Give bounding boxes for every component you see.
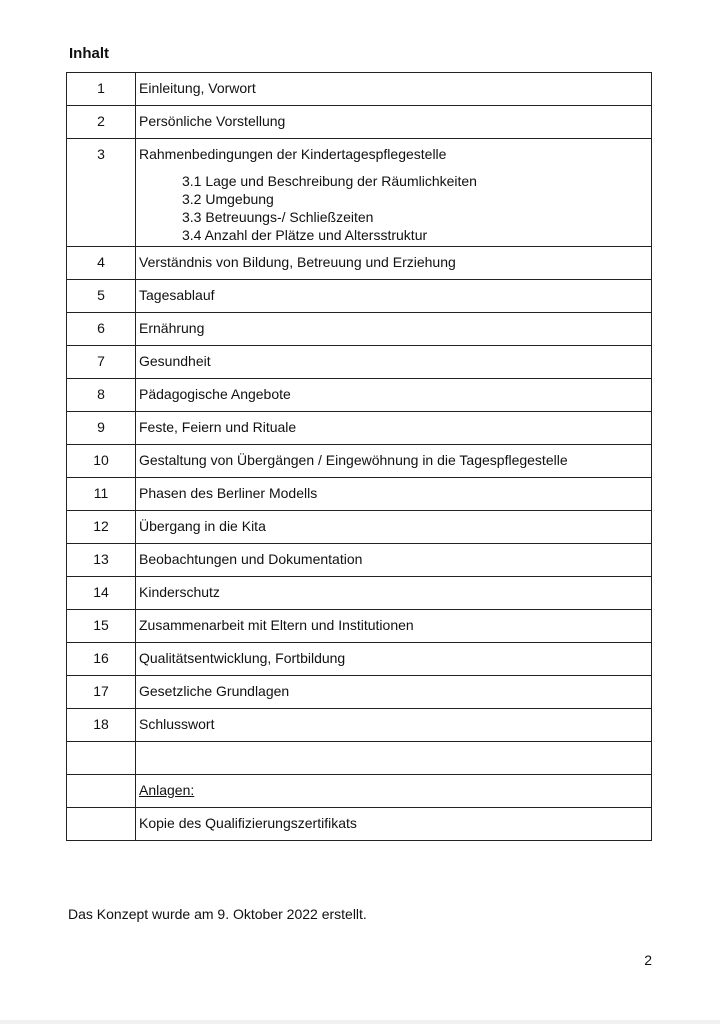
- toc-row-number: 1: [67, 73, 136, 106]
- page-number: 2: [644, 952, 652, 968]
- toc-row-number: 9: [67, 412, 136, 445]
- toc-row-number: 13: [67, 544, 136, 577]
- toc-row-title: Verständnis von Bildung, Betreuung und Erziehung: [136, 247, 652, 280]
- toc-row: [67, 577, 652, 610]
- toc-row-title: Qualitätsentwicklung, Fortbildung: [136, 643, 652, 676]
- toc-row: [67, 379, 652, 412]
- toc-row-title: Persönliche Vorstellung: [136, 106, 652, 139]
- toc-row-title: Rahmenbedingungen der Kindertagespflegestelle: [139, 146, 447, 162]
- toc-row: [67, 445, 652, 478]
- toc-row-number: 3: [67, 139, 136, 247]
- toc-row-title: Feste, Feiern und Rituale: [136, 412, 652, 445]
- toc-row-number: 10: [67, 445, 136, 478]
- toc-row-number: [67, 742, 136, 775]
- toc-row-title: Übergang in die Kita: [136, 511, 652, 544]
- toc-row: [67, 346, 652, 379]
- toc-subsection: 3.3 Betreuungs-/ Schließzeiten: [182, 209, 374, 225]
- toc-row: [67, 106, 652, 139]
- toc-row-empty: [67, 742, 652, 775]
- toc-row: [67, 478, 652, 511]
- toc-subsection: 3.1 Lage und Beschreibung der Räumlichkeiten: [182, 173, 477, 189]
- toc-row-title: Beobachtungen und Dokumentation: [136, 544, 652, 577]
- toc-row-title: [136, 742, 652, 775]
- toc-row: [67, 544, 652, 577]
- toc-row-appendix-item: [67, 808, 652, 841]
- toc-heading: Inhalt: [69, 45, 109, 62]
- toc-row-number: 4: [67, 247, 136, 280]
- toc-row-title: Tagesablauf: [136, 280, 652, 313]
- toc-row-title: Gesundheit: [136, 346, 652, 379]
- toc-row-number: 12: [67, 511, 136, 544]
- toc-row-title: Ernährung: [136, 313, 652, 346]
- toc-row: [67, 511, 652, 544]
- toc-subsection: 3.2 Umgebung: [182, 191, 274, 207]
- toc-row-number: 2: [67, 106, 136, 139]
- toc-row-number: [67, 808, 136, 841]
- toc-row-title: Schlusswort: [136, 709, 652, 742]
- toc-row: [67, 73, 652, 106]
- toc-row: [67, 139, 652, 247]
- toc-subsection-list: [182, 172, 651, 244]
- toc-row-appendix-heading: [67, 775, 652, 808]
- toc-row-number: 5: [67, 280, 136, 313]
- toc-row-number: 8: [67, 379, 136, 412]
- toc-row: [67, 610, 652, 643]
- toc-row-number: 18: [67, 709, 136, 742]
- creation-date-note: Das Konzept wurde am 9. Oktober 2022 erstellt.: [68, 906, 367, 922]
- toc-subsection: 3.4 Anzahl der Plätze und Altersstruktur: [182, 227, 428, 243]
- toc-row: [67, 280, 652, 313]
- toc-row: [67, 247, 652, 280]
- toc-row: [67, 412, 652, 445]
- toc-row-number: 16: [67, 643, 136, 676]
- toc-row: [67, 643, 652, 676]
- toc-table: [66, 72, 652, 841]
- appendix-item: Kopie des Qualifizierungszertifikats: [136, 808, 652, 841]
- toc-row-title: Pädagogische Angebote: [136, 379, 652, 412]
- appendix-heading: Anlagen:: [136, 775, 652, 808]
- toc-row-number: 17: [67, 676, 136, 709]
- toc-row-number: 14: [67, 577, 136, 610]
- toc-row-number: [67, 775, 136, 808]
- toc-row-number: 6: [67, 313, 136, 346]
- toc-row-number: 11: [67, 478, 136, 511]
- toc-row: [67, 709, 652, 742]
- toc-row-title: Gesetzliche Grundlagen: [136, 676, 652, 709]
- toc-row-title: Einleitung, Vorwort: [136, 73, 652, 106]
- toc-row-title: Zusammenarbeit mit Eltern und Institutionen: [136, 610, 652, 643]
- toc-row-title-with-subsections: [136, 139, 652, 247]
- toc-row-title: Kinderschutz: [136, 577, 652, 610]
- toc-row-title: Gestaltung von Übergängen / Eingewöhnung in die Tagespflegestelle: [136, 445, 652, 478]
- toc-row-number: 7: [67, 346, 136, 379]
- toc-row-number: 15: [67, 610, 136, 643]
- toc-row: [67, 676, 652, 709]
- toc-row: [67, 313, 652, 346]
- toc-row-title: Phasen des Berliner Modells: [136, 478, 652, 511]
